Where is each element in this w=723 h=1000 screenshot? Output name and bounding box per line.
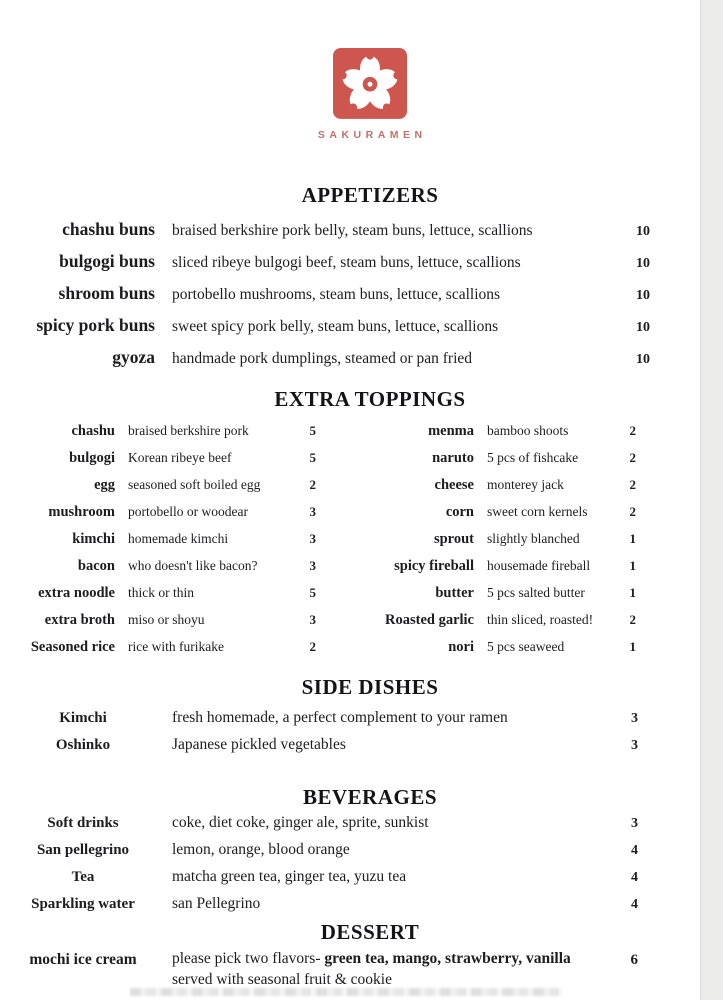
item-description: san Pellegrino: [172, 895, 261, 912]
menu-item-row: [358, 579, 650, 606]
menu-item-row: [8, 606, 316, 633]
menu-item-row: [8, 498, 316, 525]
item-description: lemon, orange, blood orange: [172, 841, 350, 858]
item-price: 4: [631, 870, 638, 885]
item-price: 3: [309, 531, 316, 546]
item-price: 2: [629, 450, 636, 465]
item-description: who doesn't like bacon?: [128, 558, 258, 573]
item-description: Japanese pickled vegetables: [172, 736, 346, 753]
item-description-flavors: green tea, mango, strawberry, vanilla: [324, 950, 571, 967]
item-description: 5 pcs seaweed: [487, 639, 565, 654]
item-description: braised berkshire pork: [128, 423, 249, 438]
item-name: extra noodle: [38, 585, 115, 601]
menu-content: [8, 0, 650, 990]
item-name: naruto: [432, 450, 474, 466]
item-description: slightly blanched: [487, 531, 580, 546]
item-price: 10: [636, 224, 650, 239]
sakura-flower-icon: [331, 48, 409, 122]
item-description: miso or shoyu: [128, 612, 205, 627]
item-name: corn: [445, 504, 474, 520]
item-price: 4: [631, 897, 638, 912]
item-description: homemade kimchi: [128, 531, 229, 546]
brand-logo: [49, 0, 691, 141]
item-description: housemade fireball: [487, 558, 591, 573]
item-price: 2: [629, 423, 636, 438]
menu-item-row: [358, 471, 650, 498]
menu-item-row: [8, 552, 316, 579]
item-name: spicy fireball: [394, 558, 474, 574]
menu-item-row: [8, 213, 650, 245]
section-title-appetizers: APPETIZERS: [301, 183, 439, 207]
item-name: Roasted garlic: [385, 612, 474, 628]
item-description: thin sliced, roasted!: [487, 612, 594, 627]
item-price: 6: [630, 952, 638, 968]
item-name: gyoza: [112, 347, 155, 367]
item-name: sprout: [433, 531, 474, 547]
item-price: 1: [629, 531, 636, 546]
menu-item-row: [8, 836, 650, 863]
menu-item-row: [8, 309, 650, 341]
menu-item-row: [8, 890, 650, 917]
item-price: 2: [309, 477, 316, 492]
item-name: Oshinko: [55, 737, 111, 753]
menu-item-row: [8, 471, 316, 498]
item-price: 3: [631, 816, 638, 831]
menu-item-row: [8, 863, 650, 890]
menu-item-row: [358, 525, 650, 552]
item-name: chashu: [71, 423, 115, 439]
item-price: 2: [629, 612, 636, 627]
item-description: Korean ribeye beef: [128, 450, 232, 465]
toppings-column-right: [358, 417, 650, 660]
section-title-beverages: BEVERAGES: [302, 785, 438, 809]
item-name: chashu buns: [62, 219, 155, 239]
item-name: spicy pork buns: [36, 315, 155, 335]
item-name: Soft drinks: [47, 815, 119, 831]
item-name: Kimchi: [59, 710, 107, 726]
brand-name: SAKURAMEN: [317, 129, 427, 141]
item-description: portobello mushrooms, steam buns, lettuce, scallions: [172, 286, 501, 303]
item-price: 3: [631, 738, 638, 753]
menu-item-row: [8, 525, 316, 552]
item-description: coke, diet coke, ginger ale, sprite, sunkist: [172, 814, 429, 831]
menu-item-row: [358, 552, 650, 579]
item-description: handmade pork dumplings, steamed or pan fried: [172, 350, 473, 367]
item-name: Tea: [71, 869, 95, 885]
item-description: portobello or woodear: [128, 504, 248, 519]
menu-item-row: [8, 444, 316, 471]
item-name: extra broth: [44, 612, 115, 628]
item-description: 5 pcs salted butter: [487, 585, 585, 600]
item-name: bulgogi: [69, 450, 115, 466]
item-price: 1: [629, 558, 636, 573]
item-name: bulgogi buns: [59, 251, 155, 271]
item-price: 2: [629, 504, 636, 519]
section-title-dessert: DESSERT: [320, 920, 420, 944]
item-name: mochi ice cream: [29, 951, 137, 968]
item-price: 4: [631, 843, 638, 858]
menu-item-row: [8, 949, 650, 990]
item-price: 3: [309, 504, 316, 519]
item-price: 3: [309, 558, 316, 573]
item-description: sweet corn kernels: [487, 504, 588, 519]
item-name: nori: [448, 639, 474, 655]
section-title-side-dishes: SIDE DISHES: [301, 675, 439, 699]
item-description: thick or thin: [128, 585, 194, 600]
item-description: seasoned soft boiled egg: [128, 477, 261, 492]
item-name: bacon: [77, 558, 115, 574]
item-description: sliced ribeye bulgogi beef, steam buns, lettuce, scallions: [172, 254, 521, 271]
item-description-prefix: please pick two flavors-: [172, 950, 325, 967]
item-name: cheese: [434, 477, 474, 493]
menu-item-row: [358, 417, 650, 444]
item-price: 10: [636, 320, 650, 335]
item-description: bamboo shoots: [487, 423, 569, 438]
item-name: San pellegrino: [36, 842, 130, 858]
item-name: mushroom: [48, 504, 115, 520]
toppings-grid: [8, 417, 650, 660]
item-description: braised berkshire pork belly, steam buns, lettuce, scallions: [172, 222, 533, 239]
menu-item-row: [358, 606, 650, 633]
item-price: 10: [636, 352, 650, 367]
item-name: shroom buns: [58, 283, 155, 303]
item-description: matcha green tea, ginger tea, yuzu tea: [172, 868, 407, 885]
item-name: kimchi: [72, 531, 115, 547]
menu-item-row: [8, 417, 316, 444]
item-price: 2: [629, 477, 636, 492]
item-description: monterey jack: [487, 477, 564, 492]
item-price: 5: [309, 585, 316, 600]
menu-item-row: [8, 704, 650, 731]
item-price: 1: [629, 639, 636, 654]
item-name: Seasoned rice: [30, 639, 115, 655]
item-description: [158, 949, 608, 990]
menu-item-row: [8, 579, 316, 606]
menu-item-row: [8, 633, 316, 660]
item-price: 10: [636, 288, 650, 303]
menu-item-row: [358, 498, 650, 525]
item-description: 5 pcs of fishcake: [487, 450, 579, 465]
item-name: Sparkling water: [31, 896, 135, 912]
item-description: fresh homemade, a perfect complement to your ramen: [172, 709, 508, 726]
menu-item-row: [358, 444, 650, 471]
page-edge-background: [700, 0, 723, 1000]
item-description: rice with furikake: [128, 639, 224, 654]
item-price: 3: [631, 711, 638, 726]
item-price: 5: [309, 450, 316, 465]
item-name: butter: [435, 585, 474, 601]
menu-item-row: [8, 245, 650, 277]
item-description: sweet spicy pork belly, steam buns, lettuce, scallions: [172, 318, 499, 335]
section-title-extra-toppings: EXTRA TOPPINGS: [274, 387, 466, 411]
item-price: 5: [309, 423, 316, 438]
menu-item-row: [8, 341, 650, 373]
menu-item-row: [358, 633, 650, 660]
toppings-column-left: [8, 417, 316, 660]
cutoff-next-section-smudge: [130, 988, 562, 996]
menu-item-row: [8, 809, 650, 836]
menu-item-row: [8, 731, 650, 758]
item-price: 1: [629, 585, 636, 600]
item-description-line2: served with seasonal fruit & cookie: [172, 970, 392, 988]
item-price: 10: [636, 256, 650, 271]
menu-item-row: [8, 277, 650, 309]
item-name: egg: [94, 477, 115, 493]
item-name: menma: [428, 423, 474, 439]
item-price: 3: [309, 612, 316, 627]
item-price: 2: [309, 639, 316, 654]
